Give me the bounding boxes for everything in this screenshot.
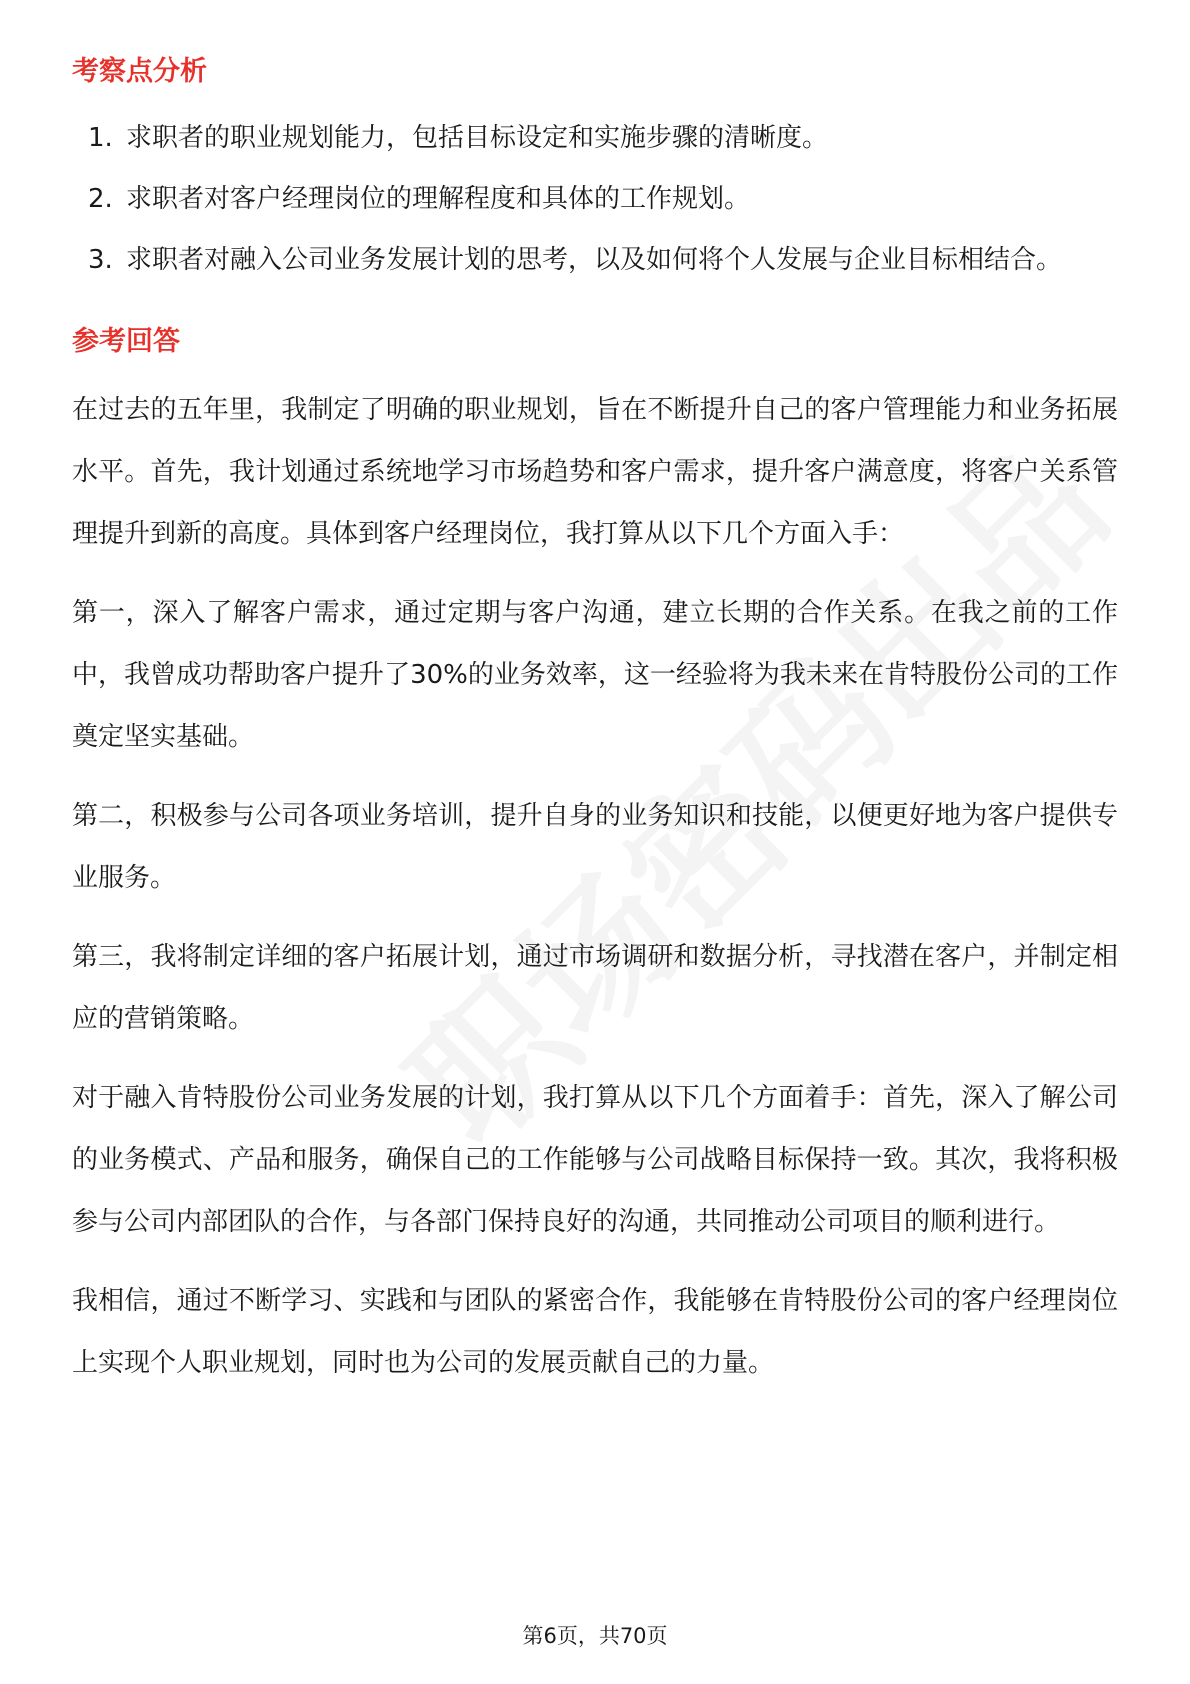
document-page	[72, 48, 1118, 1394]
answer-paragraph: 我相信，通过不断学习、实践和与团队的紧密合作，我能够在肯特股份公司的客户经理岗位上实现个人职业规划，同时也为公司的发展贡献自己的力量。	[72, 1286, 1118, 1378]
analysis-item-text: 求职者对客户经理岗位的理解程度和具体的工作规划。	[126, 184, 751, 214]
analysis-item-number: 2.	[88, 184, 113, 214]
answer-paragraph: 对于融入肯特股份公司业务发展的计划，我打算从以下几个方面着手：首先，深入了解公司的业务模式、产品和服务，确保自己的工作能够与公司战略目标保持一致。其次，我将积极参与公司内部团队的合作，与各部门保持良好的沟通，共同推动公司项目的顺利进行。	[72, 1083, 1118, 1237]
analysis-item-text: 求职者的职业规划能力，包括目标设定和实施步骤的清晰度。	[126, 123, 829, 153]
analysis-item	[72, 230, 1118, 291]
page-number-footer: 第6页，共70页	[522, 1624, 668, 1648]
analysis-item-text: 求职者对融入公司业务发展计划的思考，以及如何将个人发展与企业目标相结合。	[126, 245, 1063, 275]
analysis-item	[72, 108, 1118, 169]
answer-paragraph: 第三，我将制定详细的客户拓展计划，通过市场调研和数据分析，寻找潜在客户，并制定相应的营销策略。	[72, 942, 1118, 1034]
answer-paragraph: 第二，积极参与公司各项业务培训，提升自身的业务知识和技能，以便更好地为客户提供专业服务。	[72, 801, 1118, 893]
section-title-answer: 参考回答	[72, 326, 180, 357]
section-title-analysis: 考察点分析	[72, 56, 207, 87]
analysis-list	[72, 108, 1118, 291]
answer-paragraph: 第一，深入了解客户需求，通过定期与客户沟通，建立长期的合作关系。在我之前的工作中，我曾成功帮助客户提升了30%的业务效率，这一经验将为我未来在肯特股份公司的工作奠定坚实基础。	[72, 598, 1118, 752]
analysis-item-number: 3.	[88, 245, 113, 275]
answer-paragraph: 在过去的五年里，我制定了明确的职业规划，旨在不断提升自己的客户管理能力和业务拓展水平。首先，我计划通过系统地学习市场趋势和客户需求，提升客户满意度，将客户关系管理提升到新的高度。具体到客户经理岗位，我打算从以下几个方面入手：	[72, 395, 1118, 549]
analysis-item	[72, 169, 1118, 230]
analysis-item-number: 1.	[88, 123, 113, 153]
